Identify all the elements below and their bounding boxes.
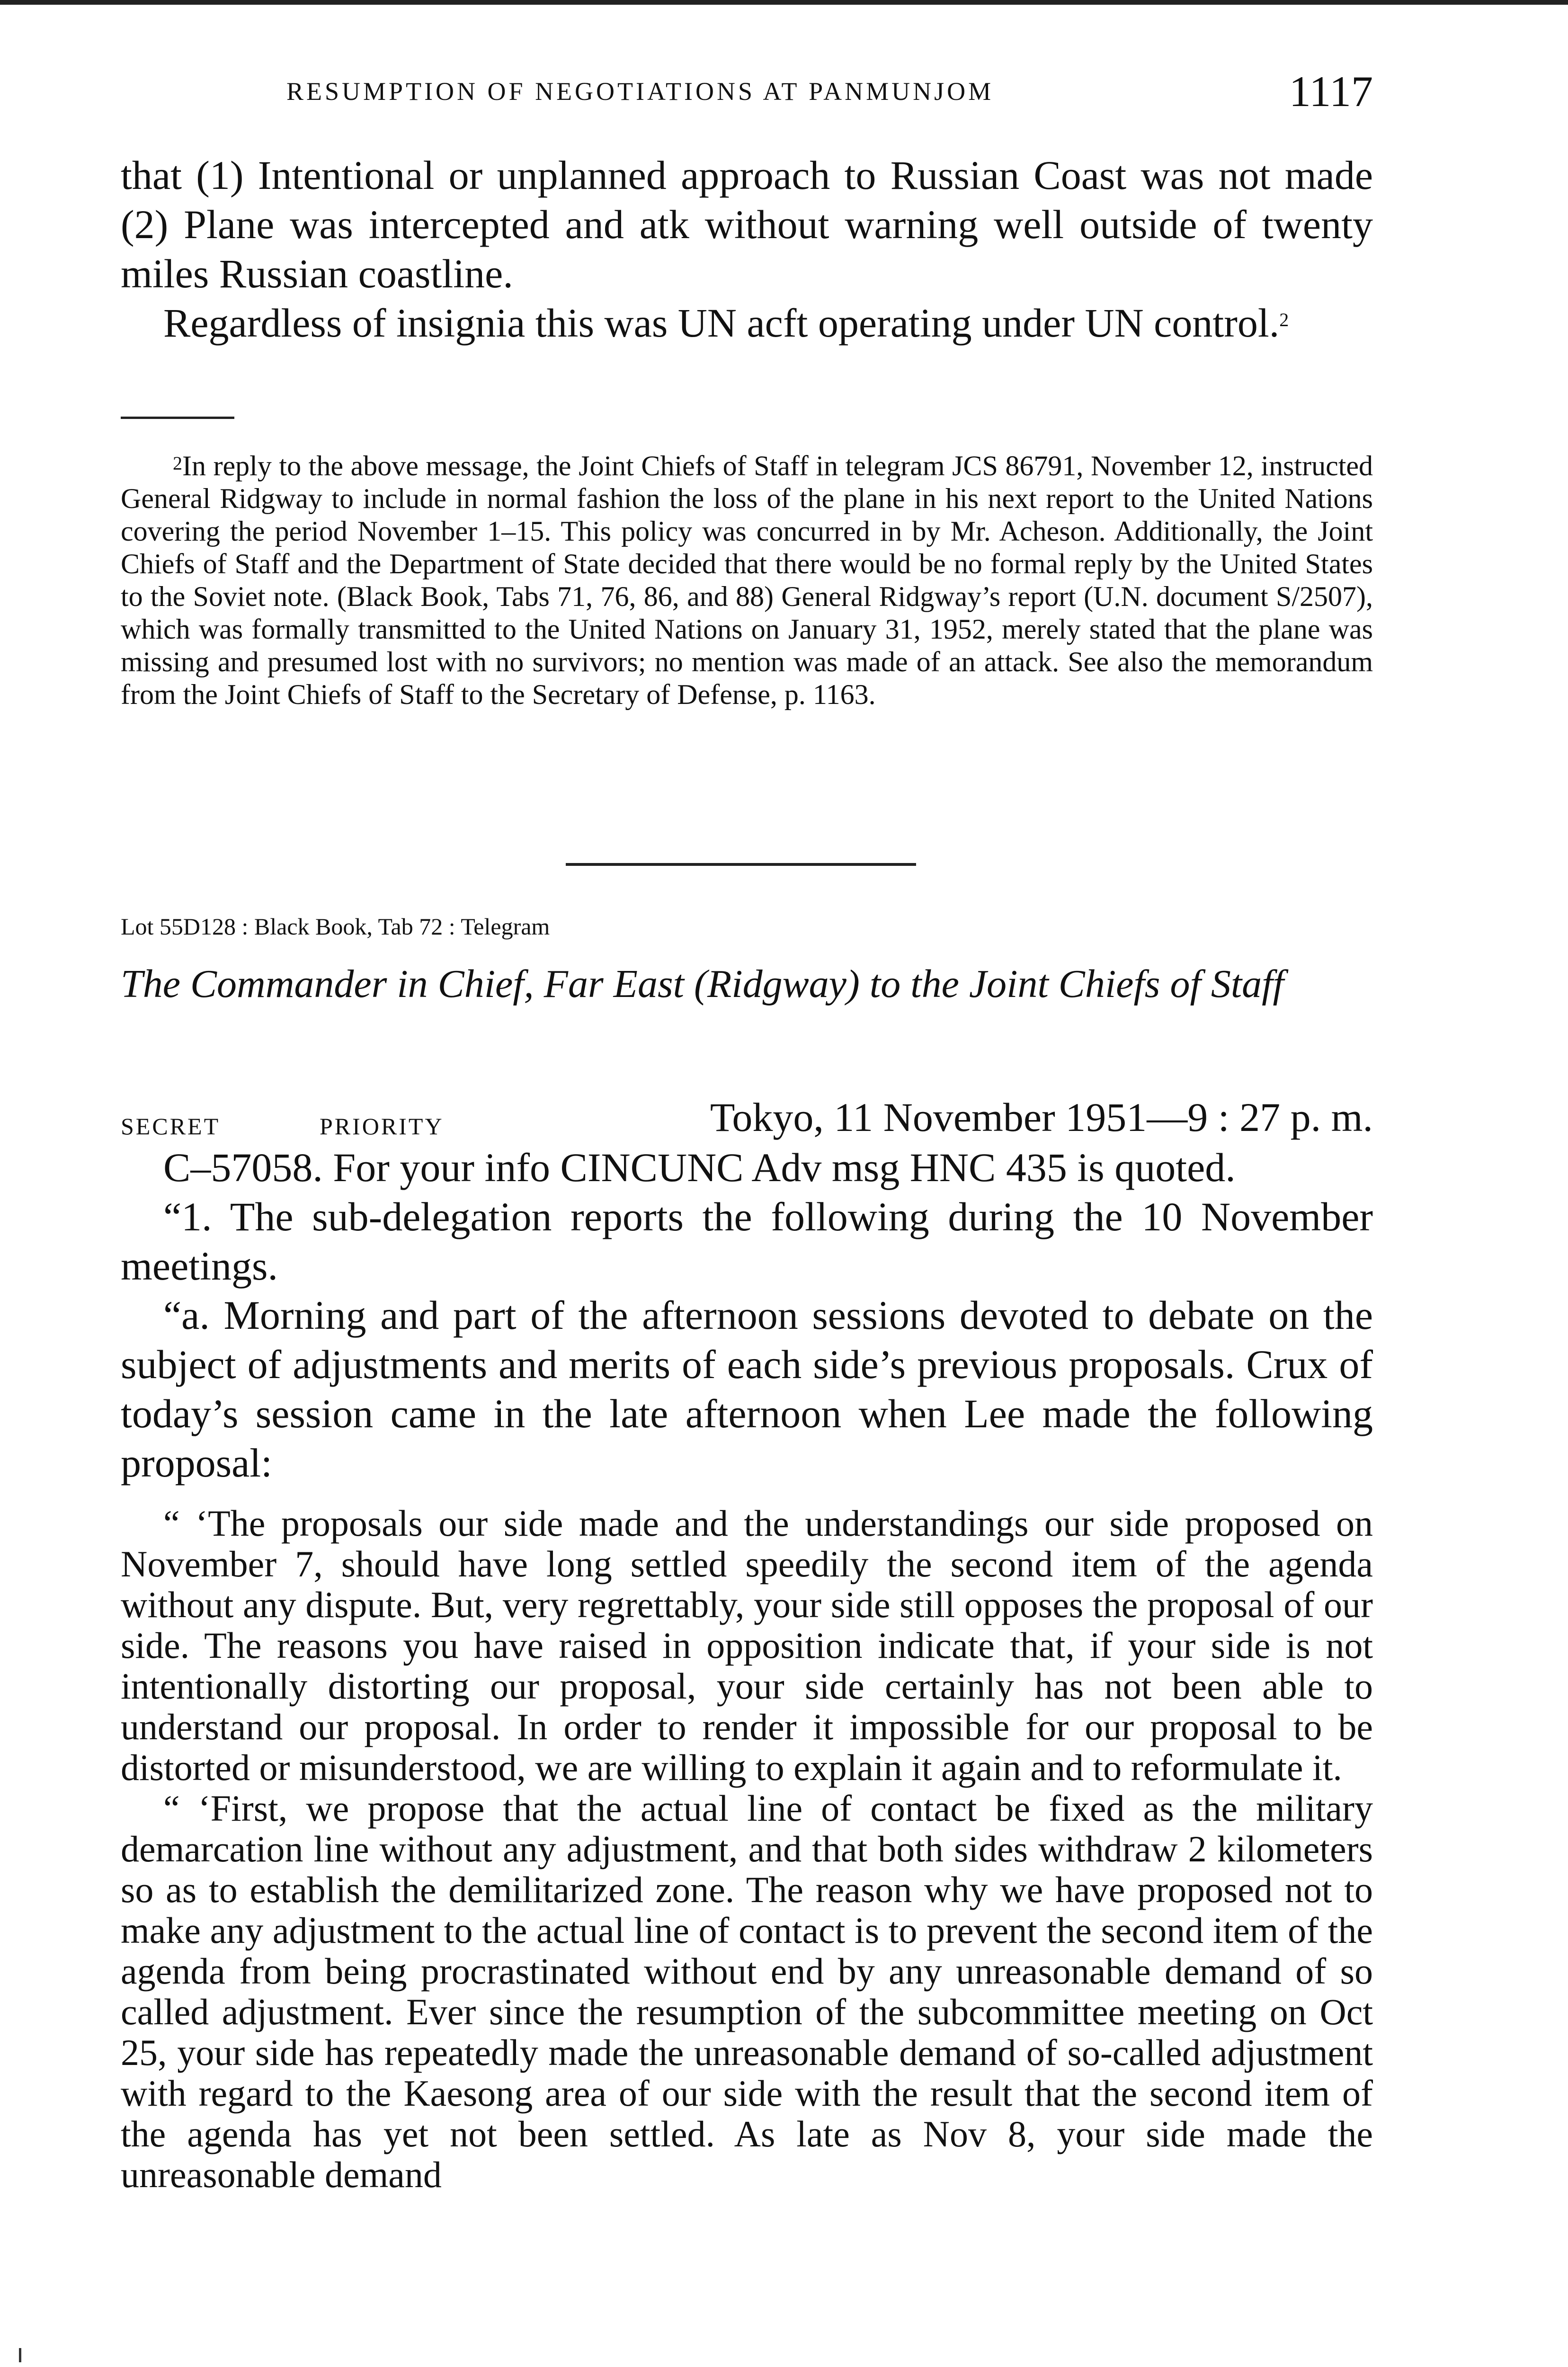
footnote-rule — [121, 417, 234, 419]
insignia-text: Regardless of insignia this was UN acft operating under UN control. — [163, 300, 1280, 346]
margin-mark — [19, 2348, 21, 2362]
priority: PRIORITY — [320, 1113, 444, 1139]
running-head — [121, 66, 1373, 118]
running-title: RESUMPTION OF NEGOTIATIONS AT PANMUNJOM — [286, 77, 994, 106]
footnote-reference: 2 — [1279, 309, 1289, 330]
page-number: 1117 — [1289, 67, 1373, 116]
continued-text — [121, 151, 1373, 347]
document-headline — [121, 1094, 1373, 1143]
quoted-paragraph: “ ‘First, we propose that the actual line of contact be fixed as the military demarcation line without any adjustment, and that both sides withdraw 2 kilometers so as to establish the demilitarized zone. The reason why we have proposed not to make any adjustment to the actual line of contact is to prevent the second item of the agenda from being procrastinated without end by any unreasonable demand of so called adjustment. Ever since the resumption of the subcommittee meeting on Oct 25, your side has repeatedly made the unreasonable demand of so-called adjustment with regard to the Kaesong area of our side with the result that the second item of the agenda has yet not been settled. As late as Nov 8, your side made the unreasonable demand — [121, 1788, 1373, 2195]
footnote-mark: 2 — [173, 453, 182, 474]
document-source: Lot 55D128 : Black Book, Tab 72 : Telegram — [121, 913, 550, 940]
classification: SECRET — [121, 1113, 221, 1139]
quoted-proposal — [121, 1503, 1373, 2195]
footnote — [121, 450, 1373, 711]
dateline: Tokyo, 11 November 1951—9 : 27 p. m. — [710, 1095, 1373, 1140]
insignia-paragraph — [121, 298, 1373, 347]
footnote-text: In reply to the above message, the Joint Chiefs of Staff in telegram JCS 86791, November 12, instructed General Ridgway to include in normal fashion the loss of the plane in his next report to the United Nations covering the period November 1–15. This policy was concurred in by Mr. Acheson. Additionally, the Joint Chiefs of Staff and the Department of State decided that there would be no formal reply by the United States to the Soviet note. (Black Book, Tabs 71, 76, 86, and 88) General Ridgway’s report (U.N. document S/2507), which was formally transmitted to the United Nations on January 31, 1952, merely stated that the plane was missing and presumed lost with no survivors; no mention was made of an attack. See also the memorandum from the Joint Chiefs of Staff to the Secretary of Defense, p. 1163. — [121, 450, 1373, 710]
quoted-paragraph: “ ‘The proposals our side made and the understandings our side proposed on November 7, should have long settled speedily the second item of the agenda without any dispute. But, very regrettably, your side still opposes the proposal of our side. The reasons you have raised in opposition indicate that, if your side is not intentionally distorting our proposal, your side certainly has not been able to understand our proposal. In order to render it impossible for our proposal to be distorted or misunderstood, we are willing to explain it again and to reformulate it. — [121, 1503, 1373, 1788]
message-paragraph: “1. The sub-delegation reports the following during the 10 November meetings. — [121, 1194, 1373, 1289]
page-top-edge — [0, 0, 1568, 5]
message-body — [121, 1143, 1373, 1487]
message-paragraph: C–57058. For your info CINCUNC Adv msg HNC 435 is quoted. — [163, 1145, 1236, 1190]
document-title: The Commander in Chief, Far East (Ridgway) to the Joint Chiefs of Staff — [121, 962, 1284, 1006]
continued-paragraph: that (1) Intentional or unplanned approach to Russian Coast was not made (2) Plane was intercepted and atk without warning well outside of twenty miles Russian coastline. — [121, 152, 1373, 296]
message-paragraph: “a. Morning and part of the afternoon sessions devoted to debate on the subject of adjustments and merits of each side’s previous proposals. Crux of today’s session came in the late afternoon when Lee made the following proposal: — [121, 1292, 1373, 1486]
section-separator — [566, 863, 916, 866]
